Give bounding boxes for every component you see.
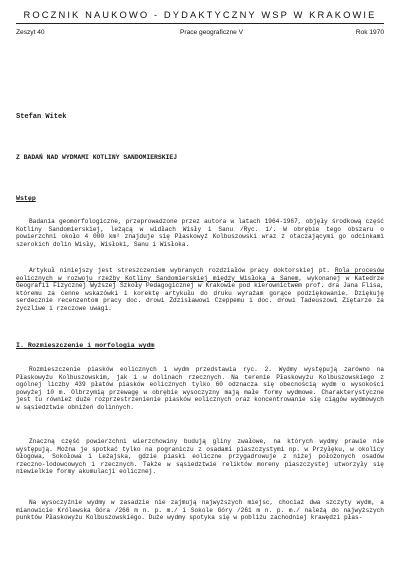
author-name: Stefan Witek (16, 113, 67, 121)
intro-paragraph-2-lead: Artykuł niniejszy jest streszczeniem wybranych rozdziałów pracy doktorskiej pt. (29, 267, 335, 274)
thesis-title: Rola procesów eolicznych w rozwoju rzeźby Kotliny Sandomierskiej między Wisłoką a Sanem (16, 267, 384, 282)
issue-year: Rok 1970 (355, 29, 384, 36)
section1-paragraph-2: Znaczną część powierzchni wierzchowiny budują gliny zwałowe, na których wydmy prawie nie występują. Można je spotkać tylko na pograniczu z osadami piaszczystymi np. w Przyłęku, w okolicy Głogowa, Sokołowa i Leżajska, gdzie piaski eoliczne przygadrowuje z niżej położonych osadów rzeczno-lodowcowych i rzecznych. Także w sąsiedztwie reliktów moreny piaszczystej utworzyły się niewielkie formy akumulacji eolicznej. (16, 438, 384, 475)
section1-paragraph-1: Rozmieszczenie piasków eolicznych i wydm przedstawia ryc. 2. Wydmy występują zarówno na Płaskowyżu Kolbuszowskim, jak i w dolinach rzecznych. Na terenie Płaskowyżu Kolbuszowskiego z ogólnej liczby 439 płatów piasków eolicznych tylko 60 odznacza się obecnością wydm o wysokości powyżej 10 m. Olbrzymią przewagę w obrębie wysoczyzny mają małe formy wydmowe. Charakterystyczne jest tu również duże rozprzestrzenienie piasków eolicznych oraz koncentrowanie się ciągów wydmowych w sąsiedztwie obniżeń dolinnych. (16, 366, 384, 411)
intro-paragraph-2 (16, 267, 384, 312)
intro-paragraph-1: Badania geomorfologiczne, przeprowadzone przez autora w latach 1964-1967, objęły środkową część Kotliny Sandomierskiej, leżącą w widłach Wisły i Sanu /Ryc. 1/. W obrębie tego obszaru o powierzchni około 4 000 km² znajduje się Płaskowyż Kolbuszowski wraz z otaczającymi go odcinkami szerokich dolin Wisły, Wisłoki, Sanu i Wisłoka. (16, 218, 384, 248)
section-heading-intro: Wstęp (16, 195, 36, 202)
series-name: Prace geograficzne V (180, 29, 244, 36)
journal-header: ROCZNIK NAUKOWO - DYDAKTYCZNY WSP W KRAKOWIE (23, 9, 377, 20)
section-heading-1-text: I. Rozmieszczenie i morfologia wydm (16, 342, 155, 349)
section-heading-1 (16, 342, 155, 349)
header-rule (16, 23, 384, 24)
article-title: Z BADAŃ NAD WYDMAMI KOTLINY SANDOMIERSKIEJ (16, 154, 178, 161)
section1-paragraph-3: Na wysoczyźnie wydmy w zasadzie nie zajmują najwyższych miejsc, chociaż dwa szczyty wydm, a mianowicie Królewska Góra /266 m n. p. m./ i Sokole Góry /261 m n. p. m./ należą do najwyższych punktów Płaskowyżu Kolbuszowskiego. Duże wydmy spotyka się w pobliżu zachodniej krawędzi płas- (16, 499, 384, 521)
intro-paragraph-2-rest: , wykonanej w Katedrze Geografii Fizycznej Wyższej Szkoły Pedagogicznej w Krakowie pod kierownictwem prof. dra Jana Flisa, któremu za cenne wskazówki i korektę artykułu do druku wyrażam gorące podziękowanie. Dziękuję serdecznie recenzentom pracy doc. drowi Zdzisławowi Czeppemu i doc. drowi Tadeuszowi Ziętarze za życzliwe i rzeczowe uwagi. (16, 274, 384, 312)
issue-number: Zeszyt 40 (16, 29, 45, 36)
